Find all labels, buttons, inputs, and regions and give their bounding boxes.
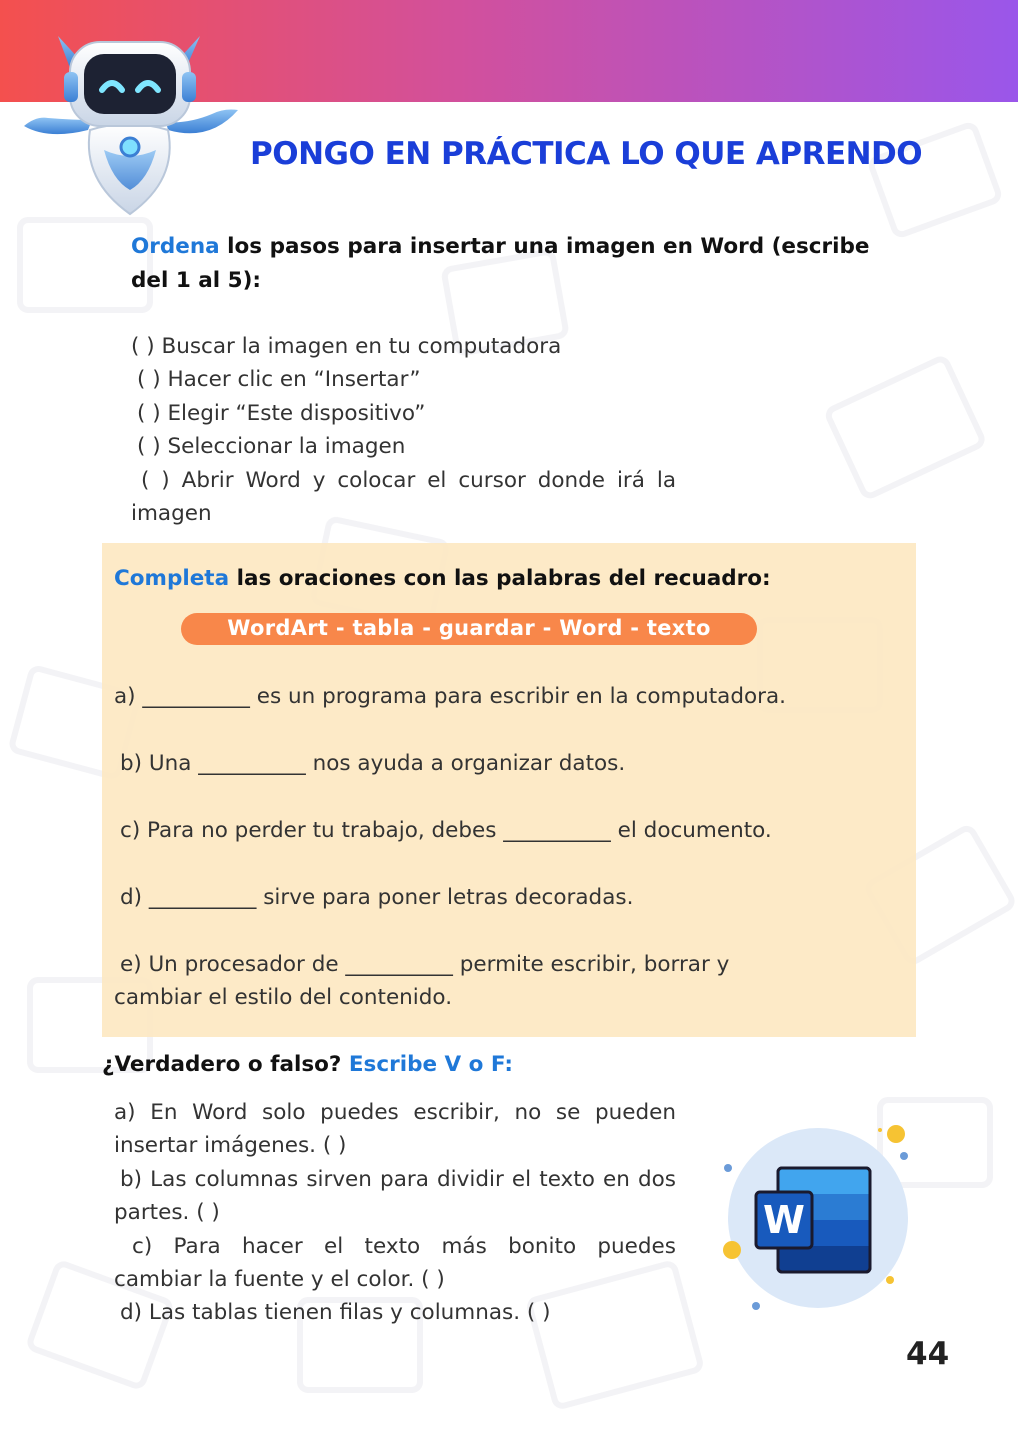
microsoft-word-icon: [718, 1120, 914, 1316]
page-title: PONGO EN PRÁCTICA LO QUE APRENDO: [250, 136, 923, 172]
step-item-continued: imagen: [131, 501, 212, 527]
sentence-c: c) Para no perder tu trabajo, debes __________ el documento.: [120, 818, 772, 843]
statement-item-continued: cambiar la fuente y el color. ( ): [114, 1267, 445, 1293]
step-item: ( ) Buscar la imagen en tu computadora: [131, 334, 562, 359]
true-false-accent: Escribe V o F:: [348, 1052, 514, 1077]
ordering-question-title: [131, 230, 891, 298]
ordering-accent: Ordena: [131, 234, 220, 259]
statement-item: b) Las columnas sirven para dividir el texto en dos: [120, 1166, 676, 1192]
fill-in-question-title: [114, 562, 904, 596]
fill-in-accent: Completa: [114, 566, 230, 591]
word-icon-letter: W: [763, 1198, 805, 1242]
statement-item-continued: partes. ( ): [114, 1200, 220, 1226]
statement-item: c) Para hacer el texto más bonito puedes: [132, 1233, 676, 1259]
true-false-heading: ¿Verdadero o falso?: [102, 1052, 349, 1077]
ordering-instruction: los pasos para insertar una imagen en Word (escribe del 1 al 5):: [131, 234, 870, 293]
sentence-d: d) __________ sirve para poner letras decoradas.: [120, 885, 634, 910]
step-item: ( ) Elegir “Este dispositivo”: [137, 400, 426, 426]
step-item: ( ) Seleccionar la imagen: [137, 434, 406, 460]
word-bank: WordArt - tabla - guardar - Word - texto: [181, 613, 757, 645]
page-number: 44: [906, 1336, 950, 1372]
true-false-list: [114, 1096, 676, 1330]
statement-item: a) En Word solo puedes escribir, no se pueden: [114, 1100, 676, 1125]
step-item: ( ) Abrir Word y colocar el cursor donde irá la: [141, 467, 676, 493]
statement-item-continued: insertar imágenes. ( ): [114, 1133, 347, 1159]
sentence-e: e) Un procesador de __________ permite escribir, borrar y: [120, 952, 730, 977]
step-item: ( ) Hacer clic en “Insertar”: [137, 367, 421, 393]
sentence-a: a) __________ es un programa para escribir en la computadora.: [114, 684, 787, 709]
true-false-question-title: [102, 1048, 802, 1082]
fill-in-instruction: las oraciones con las palabras del recuadro:: [229, 566, 771, 591]
sentence-e-continued: cambiar el estilo del contenido.: [114, 985, 453, 1010]
ordering-steps-list: [131, 330, 676, 530]
robot-mascot-icon: [18, 30, 243, 225]
sentence-b: b) Una __________ nos ayuda a organizar datos.: [120, 751, 626, 776]
statement-item: d) Las tablas tienen filas y columnas. ( ): [120, 1300, 551, 1326]
